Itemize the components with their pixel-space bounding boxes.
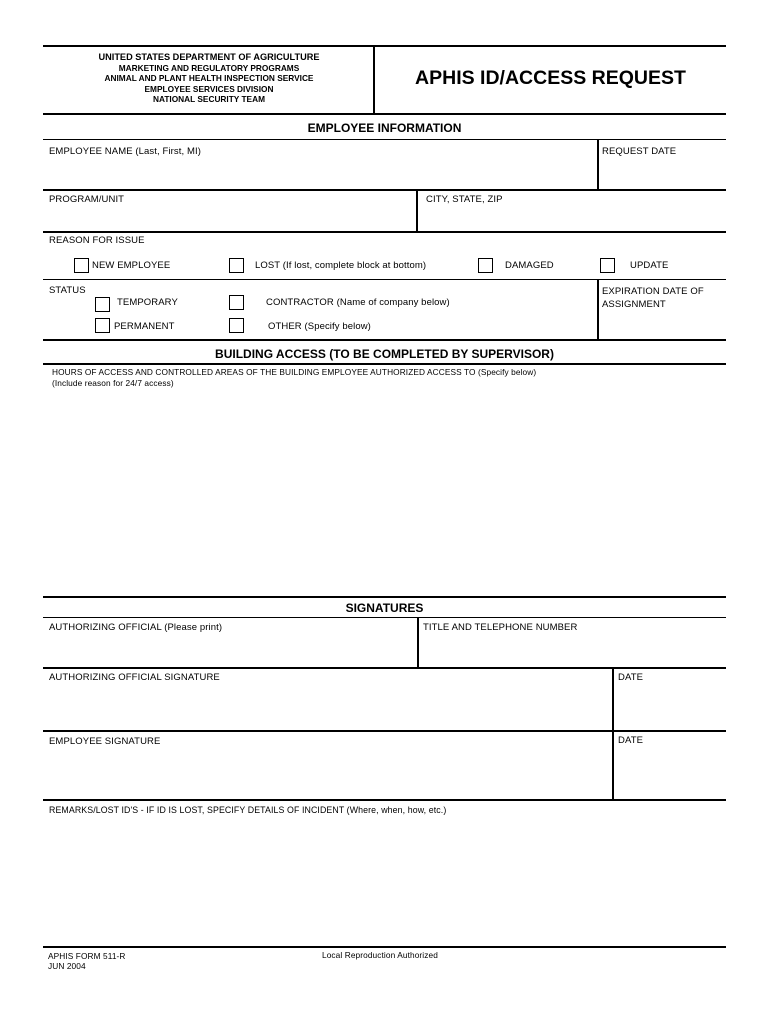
- bottom-border: [43, 946, 726, 948]
- request-date-label: REQUEST DATE: [602, 146, 677, 157]
- divider: [43, 279, 726, 280]
- new-employee-checkbox[interactable]: [74, 258, 89, 273]
- date-label: DATE: [618, 672, 644, 683]
- temporary-label: TEMPORARY: [117, 297, 178, 308]
- divider: [612, 668, 614, 731]
- employee-name-field[interactable]: [43, 157, 596, 187]
- section-title-building-access: BUILDING ACCESS (TO BE COMPLETED BY SUPERVISOR): [215, 347, 554, 361]
- divider: [417, 618, 419, 668]
- agency-line: NATIONAL SECURITY TEAM: [152, 94, 265, 105]
- lost-checkbox[interactable]: [229, 258, 244, 273]
- divider: [43, 363, 726, 365]
- divider: [416, 190, 418, 232]
- building-access-instructions: [52, 367, 536, 389]
- other-checkbox[interactable]: [229, 318, 244, 333]
- title-telephone-label: TITLE AND TELEPHONE NUMBER: [423, 622, 578, 633]
- authorizing-official-field[interactable]: [43, 635, 416, 665]
- damaged-checkbox[interactable]: [478, 258, 493, 273]
- divider: [43, 667, 726, 669]
- agency-line: EMPLOYEE SERVICES DIVISION: [144, 83, 274, 94]
- form-number-block: [48, 951, 126, 971]
- instructions-line: HOURS OF ACCESS AND CONTROLLED AREAS OF THE BUILDING EMPLOYEE AUTHORIZED ACCESS TO (Specify below): [52, 367, 537, 377]
- authorizing-signature-field[interactable]: [43, 685, 611, 729]
- title-telephone-field[interactable]: [422, 635, 726, 665]
- new-employee-label: NEW EMPLOYEE: [92, 260, 171, 271]
- program-unit-field[interactable]: [43, 205, 415, 231]
- reproduction-note: Local Reproduction Authorized: [322, 950, 438, 960]
- employee-name-label: EMPLOYEE NAME (Last, First, MI): [49, 146, 201, 157]
- lost-label: LOST (If lost, complete block at bottom): [255, 260, 427, 271]
- divider: [43, 189, 726, 191]
- employee-signature-field[interactable]: [43, 749, 611, 797]
- building-access-field[interactable]: [43, 390, 726, 595]
- contractor-label: CONTRACTOR (Name of company below): [266, 297, 450, 308]
- date-label: DATE: [618, 735, 644, 746]
- reason-for-issue-label: REASON FOR ISSUE: [49, 235, 145, 246]
- section-title-employee-info: EMPLOYEE INFORMATION: [307, 121, 462, 135]
- permanent-checkbox[interactable]: [95, 318, 110, 333]
- agency-line: UNITED STATES DEPARTMENT OF AGRICULTURE: [98, 52, 320, 62]
- contractor-checkbox[interactable]: [229, 295, 244, 310]
- update-checkbox[interactable]: [600, 258, 615, 273]
- authorizing-date-field[interactable]: [617, 685, 726, 729]
- divider: [43, 730, 726, 732]
- temporary-checkbox[interactable]: [95, 297, 110, 312]
- divider: [43, 617, 726, 618]
- city-state-zip-label: CITY, STATE, ZIP: [426, 194, 503, 205]
- remarks-label: REMARKS/LOST ID'S - IF ID IS LOST, SPECIFY DETAILS OF INCIDENT (Where, when, how, etc.): [49, 805, 447, 815]
- expiration-label-line: ASSIGNMENT: [602, 299, 666, 310]
- agency-line: ANIMAL AND PLANT HEALTH INSPECTION SERVICE: [104, 73, 314, 84]
- expiration-date-field[interactable]: [601, 311, 726, 337]
- damaged-label: DAMAGED: [505, 260, 554, 271]
- divider: [43, 799, 726, 801]
- form-number: APHIS FORM 511-R: [48, 951, 126, 961]
- other-label: OTHER (Specify below): [268, 321, 371, 332]
- expiration-label-line: EXPIRATION DATE OF: [602, 286, 704, 297]
- program-unit-label: PROGRAM/UNIT: [49, 194, 125, 205]
- form-date: JUN 2004: [48, 961, 86, 971]
- authorizing-signature-label: AUTHORIZING OFFICIAL SIGNATURE: [49, 672, 220, 683]
- divider: [612, 731, 614, 800]
- divider: [43, 139, 726, 140]
- request-date-field[interactable]: [601, 157, 726, 187]
- remarks-field[interactable]: [43, 820, 726, 945]
- instructions-line: (Include reason for 24/7 access): [52, 378, 174, 388]
- top-border: [43, 45, 726, 47]
- employee-date-field[interactable]: [617, 749, 726, 797]
- employee-signature-label: EMPLOYEE SIGNATURE: [49, 736, 161, 747]
- header-bottom-border: [43, 113, 726, 115]
- agency-line: MARKETING AND REGULATORY PROGRAMS: [118, 62, 300, 73]
- permanent-label: PERMANENT: [114, 321, 175, 332]
- form-title: APHIS ID/ACCESS REQUEST: [415, 67, 686, 89]
- status-label: STATUS: [49, 285, 86, 296]
- divider: [43, 339, 726, 341]
- divider: [597, 140, 599, 190]
- city-state-zip-field[interactable]: [421, 205, 726, 231]
- divider: [43, 596, 726, 598]
- authorizing-official-label: AUTHORIZING OFFICIAL (Please print): [49, 622, 223, 633]
- divider: [597, 280, 599, 340]
- divider: [43, 231, 726, 233]
- agency-block: [43, 52, 375, 105]
- update-label: UPDATE: [630, 260, 669, 271]
- section-title-signatures: SIGNATURES: [345, 601, 424, 615]
- expiration-date-label: [602, 285, 704, 311]
